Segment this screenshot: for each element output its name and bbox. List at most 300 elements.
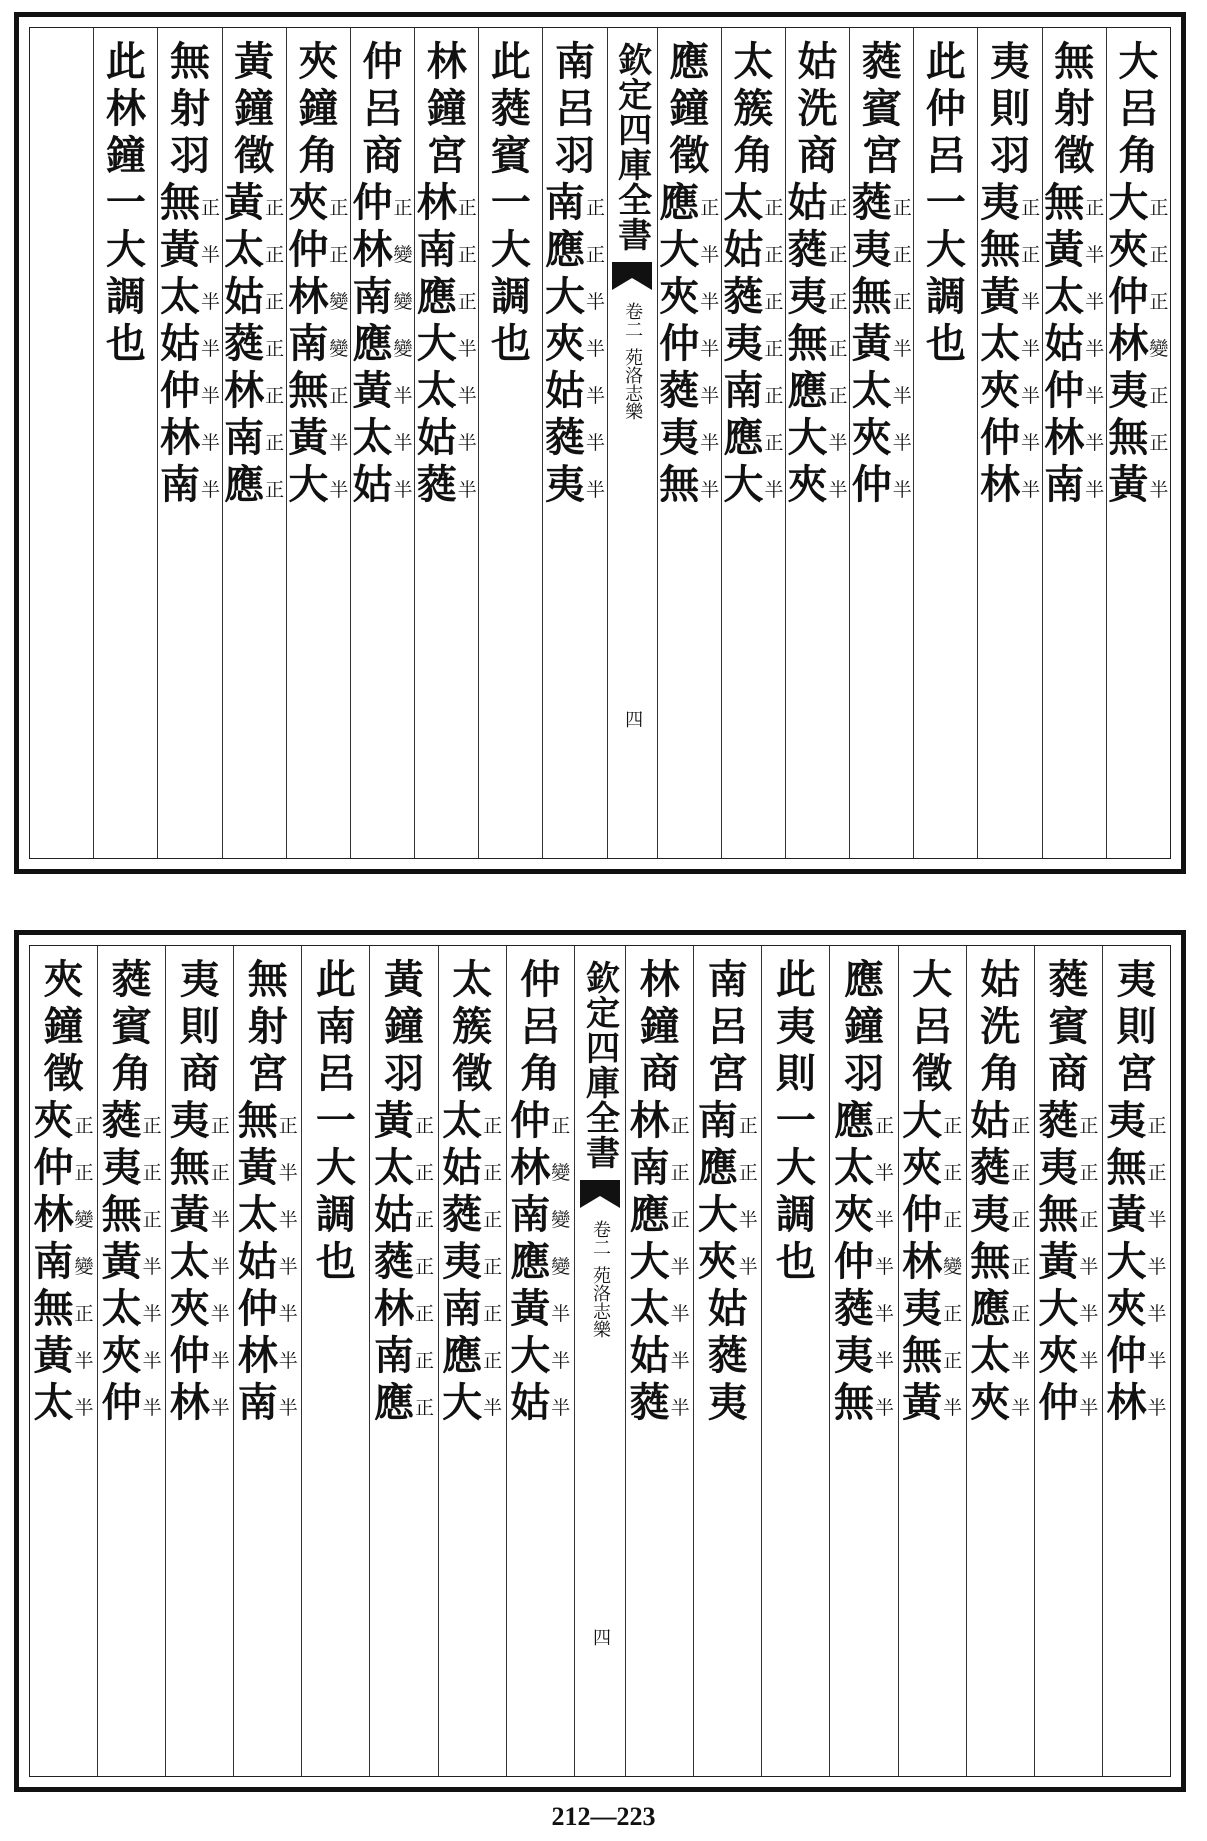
text-cell: [659, 320, 720, 367]
text-cell: [224, 414, 285, 461]
character: 羽: [990, 132, 1031, 179]
annotation-mark: 正: [483, 1303, 503, 1325]
text-cell: [844, 956, 884, 1003]
character: 洗: [980, 1003, 1021, 1050]
character: 夷: [990, 38, 1031, 85]
text-cell: [288, 414, 349, 461]
text-column: [165, 946, 233, 1776]
character: 南: [545, 179, 586, 226]
annotation-mark: 正: [1149, 244, 1169, 266]
text-cell: [374, 1285, 435, 1332]
character: 夾: [697, 1238, 738, 1285]
text-cell: [775, 1050, 816, 1097]
character: 仲: [1106, 1332, 1147, 1379]
text-cell: [1038, 1332, 1099, 1379]
annotation-mark: 半: [278, 1256, 298, 1278]
annotation-mark: 半: [483, 1397, 503, 1419]
character: 林: [639, 956, 680, 1003]
text-cell: [247, 1050, 288, 1097]
text-column: [657, 28, 721, 858]
character: 林: [105, 85, 146, 132]
text-cell: [33, 1379, 94, 1426]
text-cell: [224, 367, 285, 414]
text-cell: [315, 956, 356, 1003]
character: 應: [723, 414, 764, 461]
text-cell: [980, 179, 1041, 226]
character: 射: [170, 85, 210, 132]
annotation-mark: 半: [393, 479, 413, 501]
text-cell: [1038, 1379, 1099, 1426]
character: 無: [288, 367, 329, 414]
annotation-mark: 正: [892, 197, 912, 219]
text-cell: [980, 320, 1041, 367]
character: 太: [629, 1285, 670, 1332]
text-cell: [851, 414, 912, 461]
text-cell: [426, 132, 467, 179]
text-cell: [970, 1191, 1031, 1238]
annotation-mark: 半: [278, 1350, 298, 1372]
character: 羽: [170, 132, 210, 179]
character: 羽: [384, 1050, 425, 1097]
annotation-mark: 正: [265, 385, 285, 407]
text-cell: [851, 461, 912, 508]
text-cell: [298, 38, 339, 85]
text-column: [286, 28, 350, 858]
annotation-mark: 正: [943, 1115, 963, 1137]
character: 大: [1106, 1238, 1147, 1285]
character: 蕤: [101, 1097, 142, 1144]
text-cell: [179, 956, 220, 1003]
character: 應: [844, 956, 884, 1003]
annotation-mark: 正: [1147, 1115, 1167, 1137]
character: 蕤: [629, 1379, 670, 1426]
annotation-mark: 正: [764, 338, 784, 360]
text-cell: [160, 414, 221, 461]
character: 蕤: [659, 367, 700, 414]
text-cell: [723, 179, 784, 226]
character: 太: [452, 956, 493, 1003]
annotation-mark: 半: [457, 385, 477, 407]
annotation-mark: 正: [74, 1303, 94, 1325]
text-cell: [669, 85, 710, 132]
text-cell: [520, 1003, 561, 1050]
text-cell: [237, 1285, 298, 1332]
annotation-mark: 正: [210, 1115, 230, 1137]
character: 蕤: [1038, 1097, 1079, 1144]
annotation-mark: 半: [142, 1397, 162, 1419]
character: 南: [416, 226, 457, 273]
annotation-mark: 半: [1011, 1397, 1031, 1419]
text-cell: [111, 1050, 152, 1097]
text-cell: [659, 226, 720, 273]
character: 南: [442, 1285, 483, 1332]
annotation-mark: 變: [551, 1162, 571, 1184]
text-cell: [1106, 1191, 1167, 1238]
annotation-mark: 變: [329, 338, 349, 360]
character: 鐘: [639, 1003, 680, 1050]
text-cell: [912, 1050, 953, 1097]
character: 南: [629, 1144, 670, 1191]
text-cell: [555, 38, 596, 85]
text-cell: [105, 226, 146, 273]
annotation-mark: 半: [875, 1303, 895, 1325]
note-column: [478, 28, 542, 858]
character: 夷: [980, 179, 1021, 226]
annotation-mark: 半: [875, 1350, 895, 1372]
annotation-mark: 半: [586, 338, 606, 360]
character: 角: [111, 1050, 152, 1097]
character: 此: [315, 956, 356, 1003]
character: 大: [787, 414, 828, 461]
text-cell: [160, 461, 221, 508]
page-bottom: [14, 930, 1186, 1792]
annotation-mark: 正: [415, 1115, 435, 1137]
character: 呂: [912, 1003, 953, 1050]
annotation-mark: 半: [278, 1209, 298, 1231]
fish-tail-mark-icon: [578, 1178, 622, 1214]
character: 蕤: [545, 414, 586, 461]
annotation-mark: 正: [764, 432, 784, 454]
annotation-mark: 半: [700, 432, 720, 454]
character: 太: [224, 226, 265, 273]
text-cell: [912, 1003, 953, 1050]
character: 仲: [1108, 273, 1149, 320]
text-cell: [1106, 1097, 1167, 1144]
text-cell: [1108, 367, 1169, 414]
text-cell: [723, 320, 784, 367]
character: 黃: [101, 1238, 142, 1285]
text-cell: [510, 1144, 571, 1191]
text-cell: [980, 273, 1041, 320]
text-cell: [980, 461, 1041, 508]
character: 羽: [555, 132, 596, 179]
character: 夾: [33, 1097, 74, 1144]
annotation-mark: 變: [551, 1209, 571, 1231]
character: 林: [374, 1285, 415, 1332]
text-cell: [237, 1144, 298, 1191]
character: 無: [1038, 1191, 1079, 1238]
text-cell: [170, 38, 210, 85]
text-cell: [1118, 38, 1159, 85]
text-column: [438, 946, 506, 1776]
character: 大: [912, 956, 953, 1003]
text-cell: [169, 1332, 230, 1379]
text-column: [369, 946, 437, 1776]
text-cell: [352, 461, 413, 508]
character: 應: [442, 1332, 483, 1379]
text-cell: [629, 1332, 690, 1379]
text-cell: [834, 1332, 895, 1379]
annotation-mark: 正: [483, 1209, 503, 1231]
annotation-mark: 半: [210, 1397, 230, 1419]
annotation-mark: 正: [828, 197, 848, 219]
character: 仲: [834, 1238, 874, 1285]
annotation-mark: 正: [1011, 1209, 1031, 1231]
text-cell: [775, 1144, 816, 1191]
character: 夷: [442, 1238, 483, 1285]
annotation-mark: 變: [74, 1209, 94, 1231]
text-cell: [352, 226, 413, 273]
character: 夷: [851, 226, 892, 273]
text-cell: [787, 226, 848, 273]
text-cell: [362, 132, 403, 179]
character: 黃: [902, 1379, 943, 1426]
text-cell: [1106, 1285, 1167, 1332]
character: 射: [247, 1003, 288, 1050]
annotation-mark: 正: [265, 338, 285, 360]
text-cell: [362, 38, 403, 85]
character: 黃: [1108, 461, 1149, 508]
annotation-mark: 半: [700, 338, 720, 360]
character: 簇: [733, 85, 774, 132]
annotation-mark: 正: [1021, 197, 1041, 219]
text-cell: [101, 1332, 162, 1379]
text-cell: [925, 179, 966, 226]
text-cell: [733, 38, 774, 85]
text-cell: [452, 1050, 493, 1097]
annotation-mark: 半: [1147, 1397, 1167, 1419]
text-cell: [111, 1003, 152, 1050]
text-cell: [490, 38, 531, 85]
text-cell: [980, 1003, 1021, 1050]
annotation-mark: 半: [586, 479, 606, 501]
character: 應: [545, 226, 586, 273]
text-cell: [169, 1191, 230, 1238]
text-cell: [980, 367, 1041, 414]
annotation-mark: 半: [1147, 1209, 1167, 1231]
text-cell: [510, 1238, 571, 1285]
text-cell: [707, 1379, 748, 1426]
annotation-mark: 半: [551, 1350, 571, 1372]
text-cell: [1108, 179, 1169, 226]
text-cell: [1044, 414, 1105, 461]
annotation-mark: 正: [738, 1115, 758, 1137]
note-column: [301, 946, 369, 1776]
character: 南: [374, 1332, 415, 1379]
character: 蕤: [707, 1332, 748, 1379]
text-cell: [510, 1191, 571, 1238]
text-cell: [510, 1379, 571, 1426]
annotation-mark: 正: [1149, 197, 1169, 219]
annotation-mark: 正: [828, 338, 848, 360]
character: 夷: [1038, 1144, 1079, 1191]
character: 仲: [980, 414, 1021, 461]
character: 應: [669, 38, 710, 85]
text-cell: [452, 1003, 493, 1050]
character: 黃: [169, 1191, 210, 1238]
text-cell: [775, 1238, 816, 1285]
text-column: [506, 946, 574, 1776]
text-cell: [834, 1097, 895, 1144]
text-cell: [520, 956, 561, 1003]
annotation-mark: 半: [828, 432, 848, 454]
annotation-mark: 正: [670, 1209, 690, 1231]
text-cell: [298, 132, 339, 179]
character: 林: [426, 38, 467, 85]
annotation-mark: 半: [1021, 291, 1041, 313]
text-cell: [861, 38, 902, 85]
text-cell: [659, 367, 720, 414]
character: 夾: [43, 956, 84, 1003]
character: 夾: [101, 1332, 142, 1379]
character: 徵: [669, 132, 710, 179]
character: 調: [925, 273, 966, 320]
note-column: [761, 946, 829, 1776]
annotation-mark: 半: [210, 1303, 230, 1325]
annotation-mark: 半: [329, 432, 349, 454]
character: 夾: [659, 273, 700, 320]
book-title: 苑洛志樂: [622, 348, 644, 420]
character: 徵: [452, 1050, 493, 1097]
text-cell: [374, 1379, 435, 1426]
text-cell: [237, 1332, 298, 1379]
character: 羽: [844, 1050, 884, 1097]
text-cell: [1044, 367, 1105, 414]
text-cell: [33, 1332, 94, 1379]
annotation-mark: 半: [278, 1397, 298, 1419]
character: 黃: [1106, 1191, 1147, 1238]
text-cell: [697, 1238, 758, 1285]
character: 林: [1106, 1379, 1147, 1426]
annotation-mark: 正: [142, 1162, 162, 1184]
text-cell: [224, 273, 285, 320]
annotation-mark: 正: [415, 1303, 435, 1325]
text-column: [414, 28, 478, 858]
annotation-mark: 半: [457, 432, 477, 454]
text-cell: [170, 85, 210, 132]
text-cell: [160, 273, 221, 320]
annotation-mark: 正: [415, 1350, 435, 1372]
annotation-mark: 半: [892, 385, 912, 407]
text-cell: [374, 1191, 435, 1238]
character: 南: [224, 414, 265, 461]
text-cell: [352, 367, 413, 414]
text-cell: [43, 1003, 84, 1050]
text-cell: [787, 320, 848, 367]
annotation-mark: 正: [828, 244, 848, 266]
annotation-mark: 半: [764, 479, 784, 501]
page-bottom-columns: [29, 945, 1171, 1777]
character: 無: [169, 1144, 210, 1191]
annotation-mark: 半: [1147, 1303, 1167, 1325]
text-cell: [990, 132, 1031, 179]
text-cell: [416, 226, 477, 273]
character: 太: [970, 1332, 1011, 1379]
character: 大: [288, 461, 329, 508]
text-cell: [787, 461, 848, 508]
character: 黃: [33, 1332, 74, 1379]
character: 林: [169, 1379, 210, 1426]
annotation-mark: 半: [329, 479, 349, 501]
character: 鐘: [426, 85, 467, 132]
character: 洗: [797, 85, 838, 132]
text-cell: [1106, 1332, 1167, 1379]
character: 簇: [452, 1003, 493, 1050]
text-column: [157, 28, 221, 858]
annotation-mark: 變: [74, 1256, 94, 1278]
annotation-mark: 半: [1079, 1303, 1099, 1325]
text-cell: [639, 1050, 680, 1097]
annotation-mark: 正: [875, 1115, 895, 1137]
annotation-mark: 正: [393, 197, 413, 219]
character: 則: [1116, 1003, 1157, 1050]
annotation-mark: 半: [551, 1397, 571, 1419]
annotation-mark: 半: [892, 432, 912, 454]
annotation-mark: 半: [393, 432, 413, 454]
character: 姑: [970, 1097, 1011, 1144]
character: 蕤: [861, 38, 902, 85]
text-cell: [288, 461, 349, 508]
text-cell: [105, 85, 146, 132]
annotation-mark: 半: [457, 479, 477, 501]
character: 太: [169, 1238, 210, 1285]
character: 呂: [520, 1003, 561, 1050]
annotation-mark: 半: [738, 1209, 758, 1231]
character: 太: [980, 320, 1021, 367]
character: 仲: [510, 1097, 551, 1144]
character: 無: [237, 1097, 278, 1144]
text-cell: [170, 132, 210, 179]
annotation-mark: 半: [700, 385, 720, 407]
character: 黃: [160, 226, 200, 273]
text-cell: [1038, 1191, 1099, 1238]
character: 林: [902, 1238, 943, 1285]
annotation-mark: 正: [210, 1162, 230, 1184]
text-cell: [1116, 956, 1157, 1003]
text-cell: [912, 956, 953, 1003]
annotation-mark: 半: [586, 385, 606, 407]
text-cell: [834, 1379, 895, 1426]
text-cell: [990, 38, 1031, 85]
annotation-mark: 半: [551, 1303, 571, 1325]
text-cell: [234, 85, 275, 132]
text-cell: [970, 1097, 1031, 1144]
character: 姑: [510, 1379, 551, 1426]
text-cell: [639, 956, 680, 1003]
text-cell: [555, 132, 596, 179]
character: 鐘: [43, 1003, 84, 1050]
text-cell: [629, 1285, 690, 1332]
text-column: [898, 946, 966, 1776]
character: 夾: [298, 38, 339, 85]
annotation-mark: 半: [875, 1162, 895, 1184]
character: 無: [787, 320, 828, 367]
annotation-mark: 變: [1149, 338, 1169, 360]
text-cell: [510, 1332, 571, 1379]
text-cell: [426, 85, 467, 132]
character: 夾: [834, 1191, 874, 1238]
text-column: [1042, 28, 1106, 858]
character: 姑: [545, 367, 586, 414]
text-cell: [1108, 226, 1169, 273]
annotation-mark: 正: [943, 1350, 963, 1372]
character: 夷: [1106, 1097, 1147, 1144]
text-cell: [925, 38, 966, 85]
text-cell: [902, 1097, 963, 1144]
text-cell: [787, 367, 848, 414]
character: 無: [1044, 179, 1085, 226]
text-cell: [851, 226, 912, 273]
text-cell: [33, 1191, 94, 1238]
text-cell: [352, 320, 413, 367]
text-cell: [925, 226, 966, 273]
character: 大: [510, 1332, 551, 1379]
text-cell: [1106, 1379, 1167, 1426]
annotation-mark: 正: [943, 1162, 963, 1184]
character: 夾: [1038, 1332, 1079, 1379]
character: 宮: [861, 132, 902, 179]
text-cell: [416, 273, 477, 320]
